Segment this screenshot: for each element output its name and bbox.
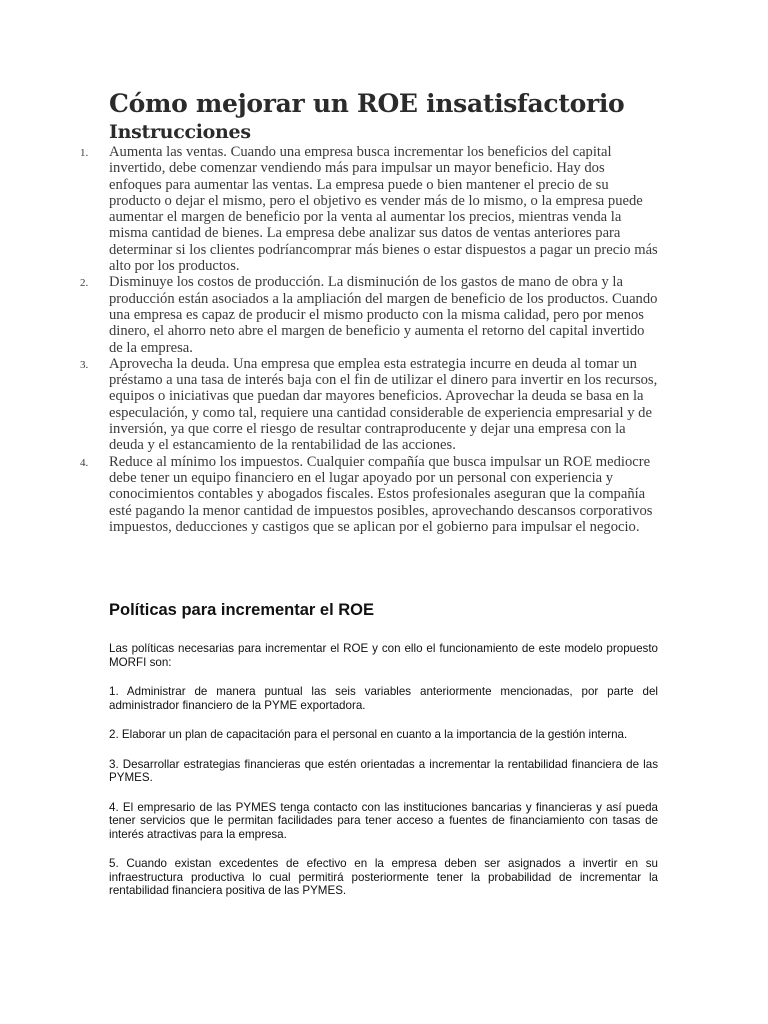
instructions-list [80, 144, 658, 535]
list-item-number: 2. [80, 277, 89, 290]
page-title: Cómo mejorar un ROE insatisfactorio [109, 89, 625, 118]
section-subtitle: Instrucciones [109, 121, 251, 143]
list-item-number: 3. [80, 358, 89, 371]
list-item-number: 1. [80, 147, 89, 159]
list-item [80, 274, 658, 355]
policies-heading: Políticas para incrementar el ROE [109, 601, 375, 619]
list-item-text: Aprovecha la deuda. Una empresa que emplea esta estrategia incurre en deuda al tomar un préstamo a una tasa de interés baja con el fin de utilizar el dinero para invertir en los recursos, equipos o iniciativas que puedan dar mayores beneficios. Aprovechar la deuda se basa en la especulación, y como tal, requiere una cantidad considerable de experiencia empresarial y de inversión, ya que corre el riesgo de resultar contraproducente y dejar una empresa con la deuda y el estancamiento de la rentabilidad de las acciones. [109, 355, 658, 454]
policy-item: 2. Elaborar un plan de capacitación para el personal en cuanto a la importancia de la gestión interna. [109, 728, 628, 741]
policy-item: 3. Desarrollar estrategias financieras que estén orientadas a incrementar la rentabilidad financiera de las PYMES. [109, 757, 658, 784]
policies-section [109, 600, 658, 914]
list-item-text: Aumenta las ventas. Cuando una empresa busca incrementar los beneficios del capital invertido, debe comenzar vendiendo más para impulsar un mayor beneficio. Hay dos enfoques para aumentar las ventas. La empresa puede o bien mantener el precio de su producto o dejar el mismo, pero el objetivo es vender más de lo mismo, o la empresa puede aumentar el margen de beneficio por la venta al aumentar los precios, mientras venda la misma cantidad de bienes. La empresa debe analizar sus datos de ventas anteriores para determinar si los clientes podríancomprar más bienes o estar dispuestos a pagar un precio más alto por los productos. [109, 144, 658, 275]
list-item [80, 144, 658, 274]
policies-intro: Las políticas necesarias para incrementar el ROE y con ello el funcionamiento de este modelo propuesto MORFI son: [109, 642, 658, 669]
policy-item: 1. Administrar de manera puntual las seis variables anteriormente mencionadas, por parte del administrador financiero de la PYME exportadora. [109, 685, 658, 712]
list-item-number: 4. [80, 456, 89, 469]
list-item [80, 454, 658, 535]
policy-item: 4. El empresario de las PYMES tenga contacto con las instituciones bancarias y financieras y así pueda tener servicios que le permitan facilidades para tener acceso a fuentes de financiamiento con tasas de interés atractivas para la empresa. [109, 800, 658, 841]
list-item-text: Disminuye los costos de producción. La disminución de los gastos de mano de obra y la producción están asociados a la ampliación del margen de beneficio de los productos. Cuando una empresa es capaz de producir el mismo producto con la misma calidad, pero por menos dinero, el ahorro neto abre el margen de beneficio y aumenta el retorno del capital invertido de la empresa. [109, 274, 658, 356]
policy-item: 5. Cuando existan excedentes de efectivo en la empresa deben ser asignados a invertir en su infraestructura productiva lo cual permitirá posteriormente tener la probabilidad de incrementar la rentabilidad financiera positiva de las PYMES. [109, 857, 658, 897]
list-item-text: Reduce al mínimo los impuestos. Cualquier compañía que busca impulsar un ROE mediocre debe tener un equipo financiero en el lugar apoyado por un personal con experiencia y conocimientos contables y abogados fiscales. Estos profesionales aseguran que la compañía esté pagando la menor cantidad de impuestos posibles, aprovechando descansos corporativos impuestos, deducciones y castigos que se aplican por el gobierno para impulsar el negocio. [109, 453, 653, 535]
list-item [80, 356, 658, 454]
